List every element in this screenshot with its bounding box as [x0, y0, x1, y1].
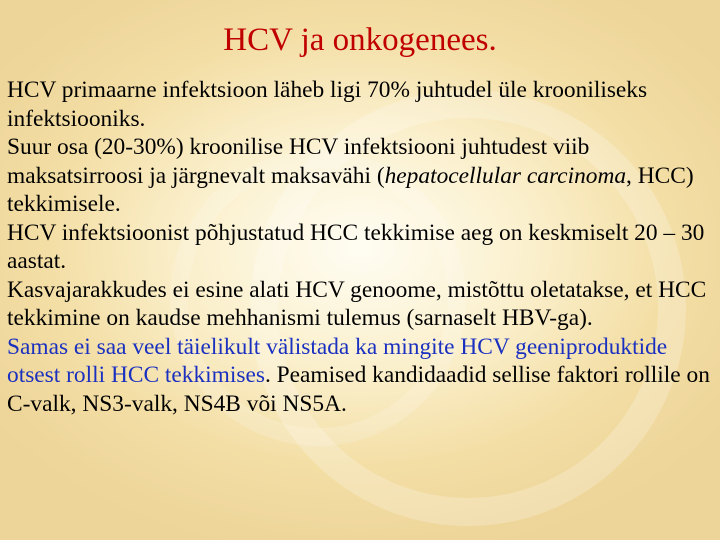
paragraph-primary-infection: HCV primaarne infektsioon läheb ligi 70% juhtudel üle krooniliseks infektsiooniks. [7, 77, 648, 132]
paragraph-onset-time: HCV infektsioonist põhjustatud HCC tekkimise aeg on keskmiselt 20 – 30 aastat. [7, 219, 705, 274]
paragraph-term-italic: hepatocellular carcinoma [384, 162, 627, 189]
paragraph-text: Suur osa (20-30%) kroonilise HCV infektsiooni juhtudest viib maksatsirroosi ja järgnevalt maksavähi ( [7, 134, 590, 189]
paragraph-tumor-cells: Kasvajarakkudes ei esine alati HCV genoome, mistõttu oletatakse, et HCC tekkimine on kaudse mehhanismi tulemus (sarnaselt HBV-ga). [7, 276, 707, 331]
paragraph-cirrhosis-cancer [7, 133, 713, 219]
paragraph-text: , HCC) tekkimisele. [7, 162, 694, 217]
highlighted-text: Samas ei saa veel täielikult välistada ka mingite HCV geeniproduktide otsest rolli HCC tekkimises [7, 333, 668, 388]
slide-title: HCV ja onkogenees. [223, 22, 497, 58]
slide-body [7, 76, 713, 418]
paragraph-gene-products [7, 333, 713, 419]
paragraph-text: . Peamised kandidaadid sellise faktori rollile on C-valk, NS3-valk, NS4B või NS5A. [7, 362, 710, 417]
